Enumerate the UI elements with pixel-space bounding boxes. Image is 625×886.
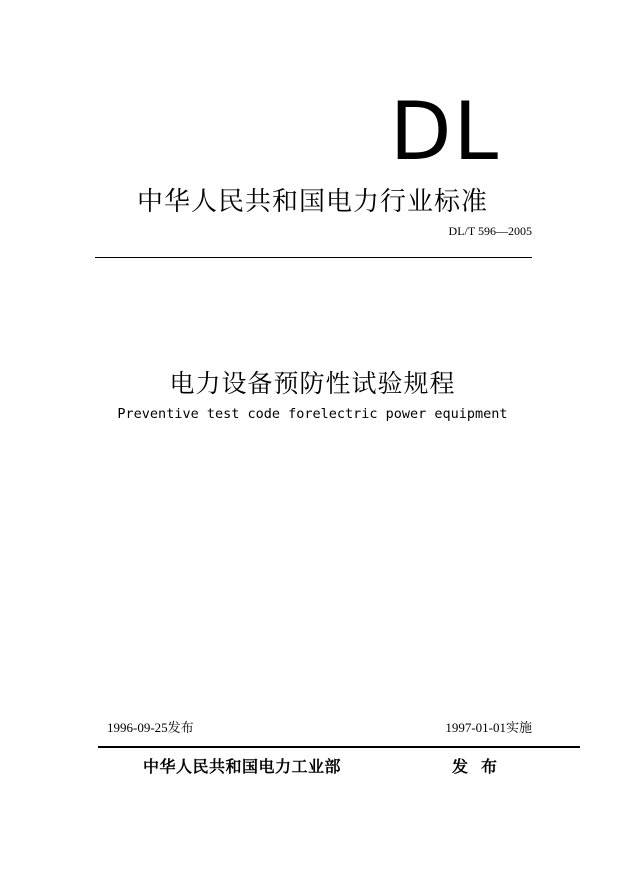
publish-label: 发布: [452, 757, 511, 776]
top-divider: [95, 257, 532, 258]
dl-logo: DL: [389, 85, 501, 178]
issuing-authority: 中华人民共和国电力工业部: [143, 757, 342, 776]
document-title-english: Preventive test code forelectric power equipment: [117, 406, 508, 422]
issue-date: 1996-09-25发布: [107, 720, 194, 735]
implementation-date: 1997-01-01实施: [445, 720, 532, 735]
standard-category-title: 中华人民共和国电力行业标准: [136, 187, 488, 217]
standard-code: DL/T 596—2005: [448, 224, 532, 238]
document-title-chinese: 电力设备预防性试验规程: [169, 369, 456, 398]
bottom-divider: [98, 746, 580, 748]
